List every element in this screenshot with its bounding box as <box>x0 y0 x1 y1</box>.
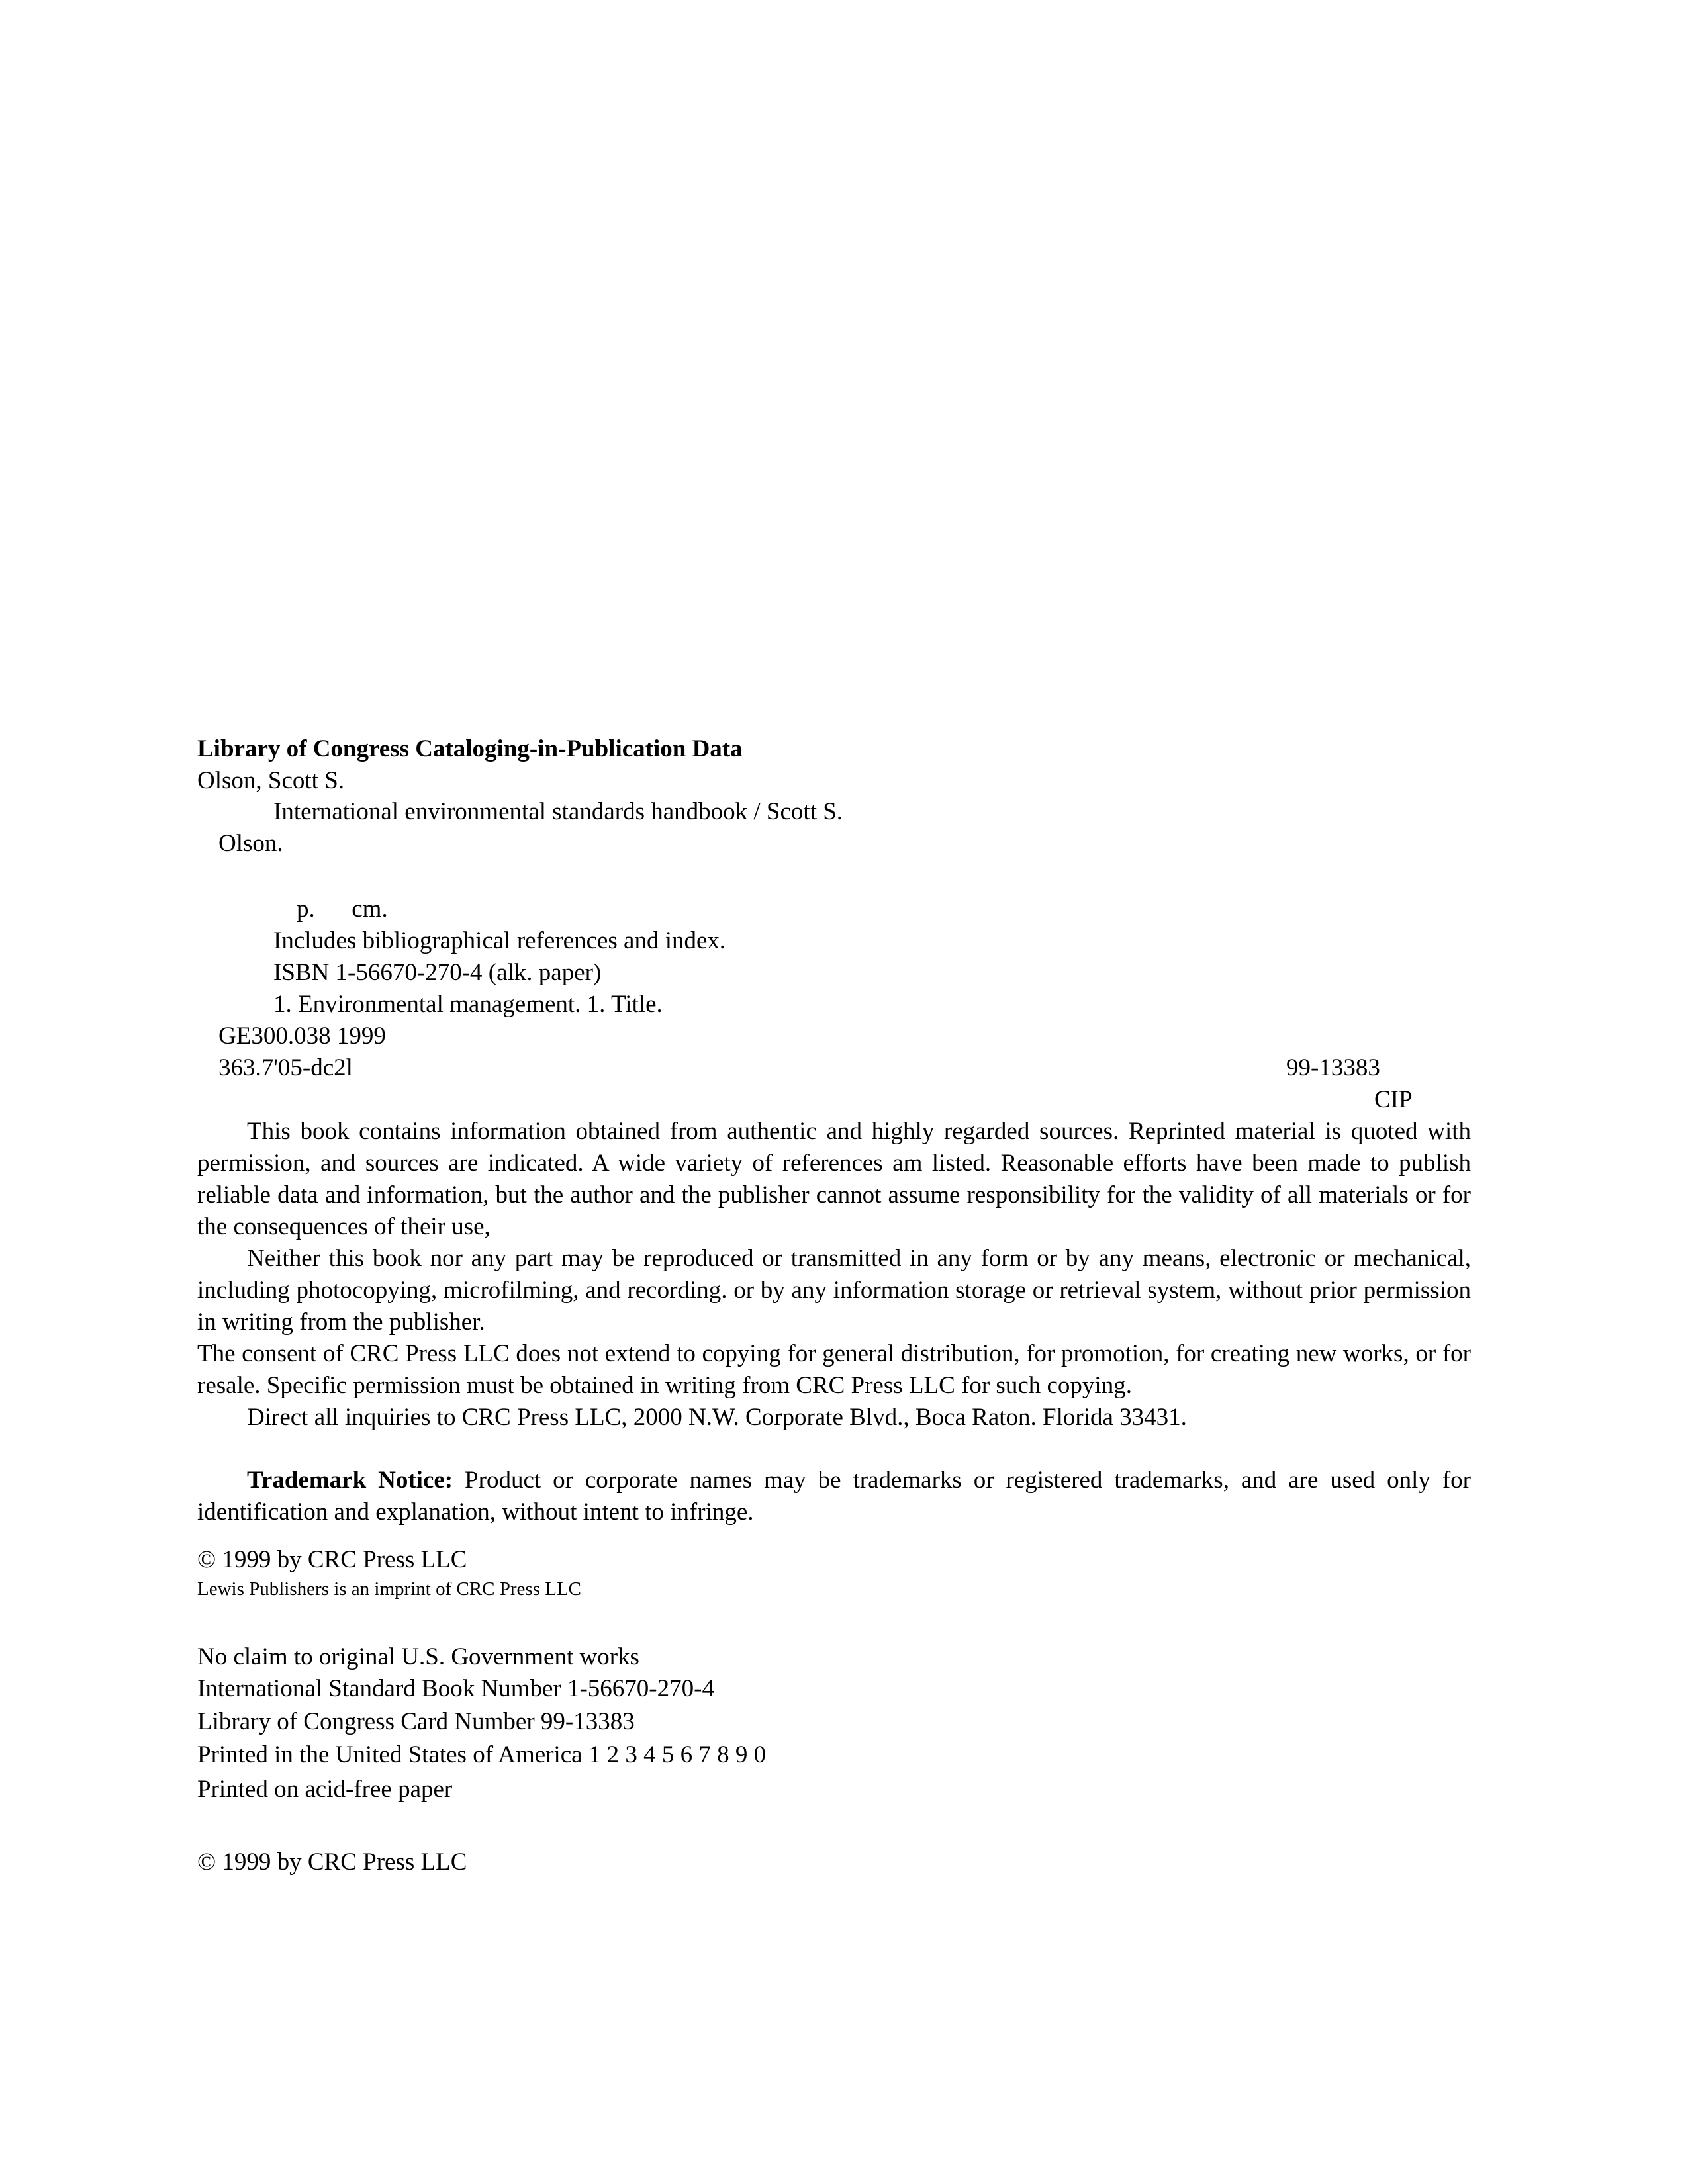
imprint-line: Lewis Publishers is an imprint of CRC Press LLC <box>197 1578 581 1600</box>
notice-paragraph-consent: The consent of CRC Press LLC does not extend to copying for general distribution, for promotion, for creating new works, or for resale. Specific permission must be obtained in writing from CRC Press LLC for such copying. <box>197 1340 1471 1399</box>
footer-copyright: © 1999 by CRC Press LLC <box>197 1848 467 1876</box>
cip-label: CIP <box>1374 1086 1413 1113</box>
notice-paragraph-sources: This book contains information obtained from authentic and highly regarded sources. Reprinted material is quoted with permission, and sources are indicated. A wide variety of references am listed. Reasonable efforts have been made to publish reliable data and information, but the author and the publisher cannot assume responsibility for the validity of all materials or for the consequences of their use, <box>197 1118 1471 1240</box>
cip-lccn: 99-13383 <box>1286 1054 1380 1081</box>
trademark-text: Product or corporate names may be trademarks or registered trademarks, and are used only for identification and explanation, without intent to infringe. <box>197 1467 1471 1525</box>
cip-subjects: 1. Environmental management. 1. Title. <box>273 991 663 1018</box>
cip-author: Olson, Scott S. <box>197 767 345 794</box>
copyright-line: © 1999 by CRC Press LLC <box>197 1546 467 1573</box>
lccn-full-line: Library of Congress Card Number 99-13383 <box>197 1708 635 1735</box>
trademark-notice <box>197 1465 1471 1528</box>
cip-heading: Library of Congress Cataloging-in-Publication Data <box>197 735 743 762</box>
isbn-full-line: International Standard Book Number 1-56670-270-4 <box>197 1675 714 1702</box>
notice-paragraph-reproduction: Neither this book nor any part may be reproduced or transmitted in any form or by any means, electronic or mechanical, including photocopying, microfilming, and recording. or by any information storage or retrieval system, without prior permission in writing from the publisher. <box>197 1245 1471 1336</box>
cip-notes: Includes bibliographical references and index. <box>273 927 726 954</box>
cip-title-line2: Olson. <box>218 830 283 857</box>
cip-dewey: 363.7'05-dc2l <box>218 1054 353 1081</box>
notice-paragraph-inquiries: Direct all inquiries to CRC Press LLC, 2000 N.W. Corporate Blvd., Boca Raton. Florida 33431. <box>247 1404 1187 1431</box>
no-claim-line: No claim to original U.S. Government works <box>197 1643 639 1670</box>
cip-lc-class: GE300.038 1999 <box>218 1023 386 1050</box>
printed-in-line: Printed in the United States of America 1 2 3 4 5 6 7 8 9 0 <box>197 1741 767 1768</box>
cip-title-line1: International environmental standards handbook / Scott S. <box>273 798 843 825</box>
trademark-label: Trademark Notice: <box>247 1467 453 1494</box>
acid-free-line: Printed on acid-free paper <box>197 1776 453 1803</box>
cip-physical: p. cm. <box>297 895 388 923</box>
cip-isbn: ISBN 1-56670-270-4 (alk. paper) <box>273 959 602 986</box>
